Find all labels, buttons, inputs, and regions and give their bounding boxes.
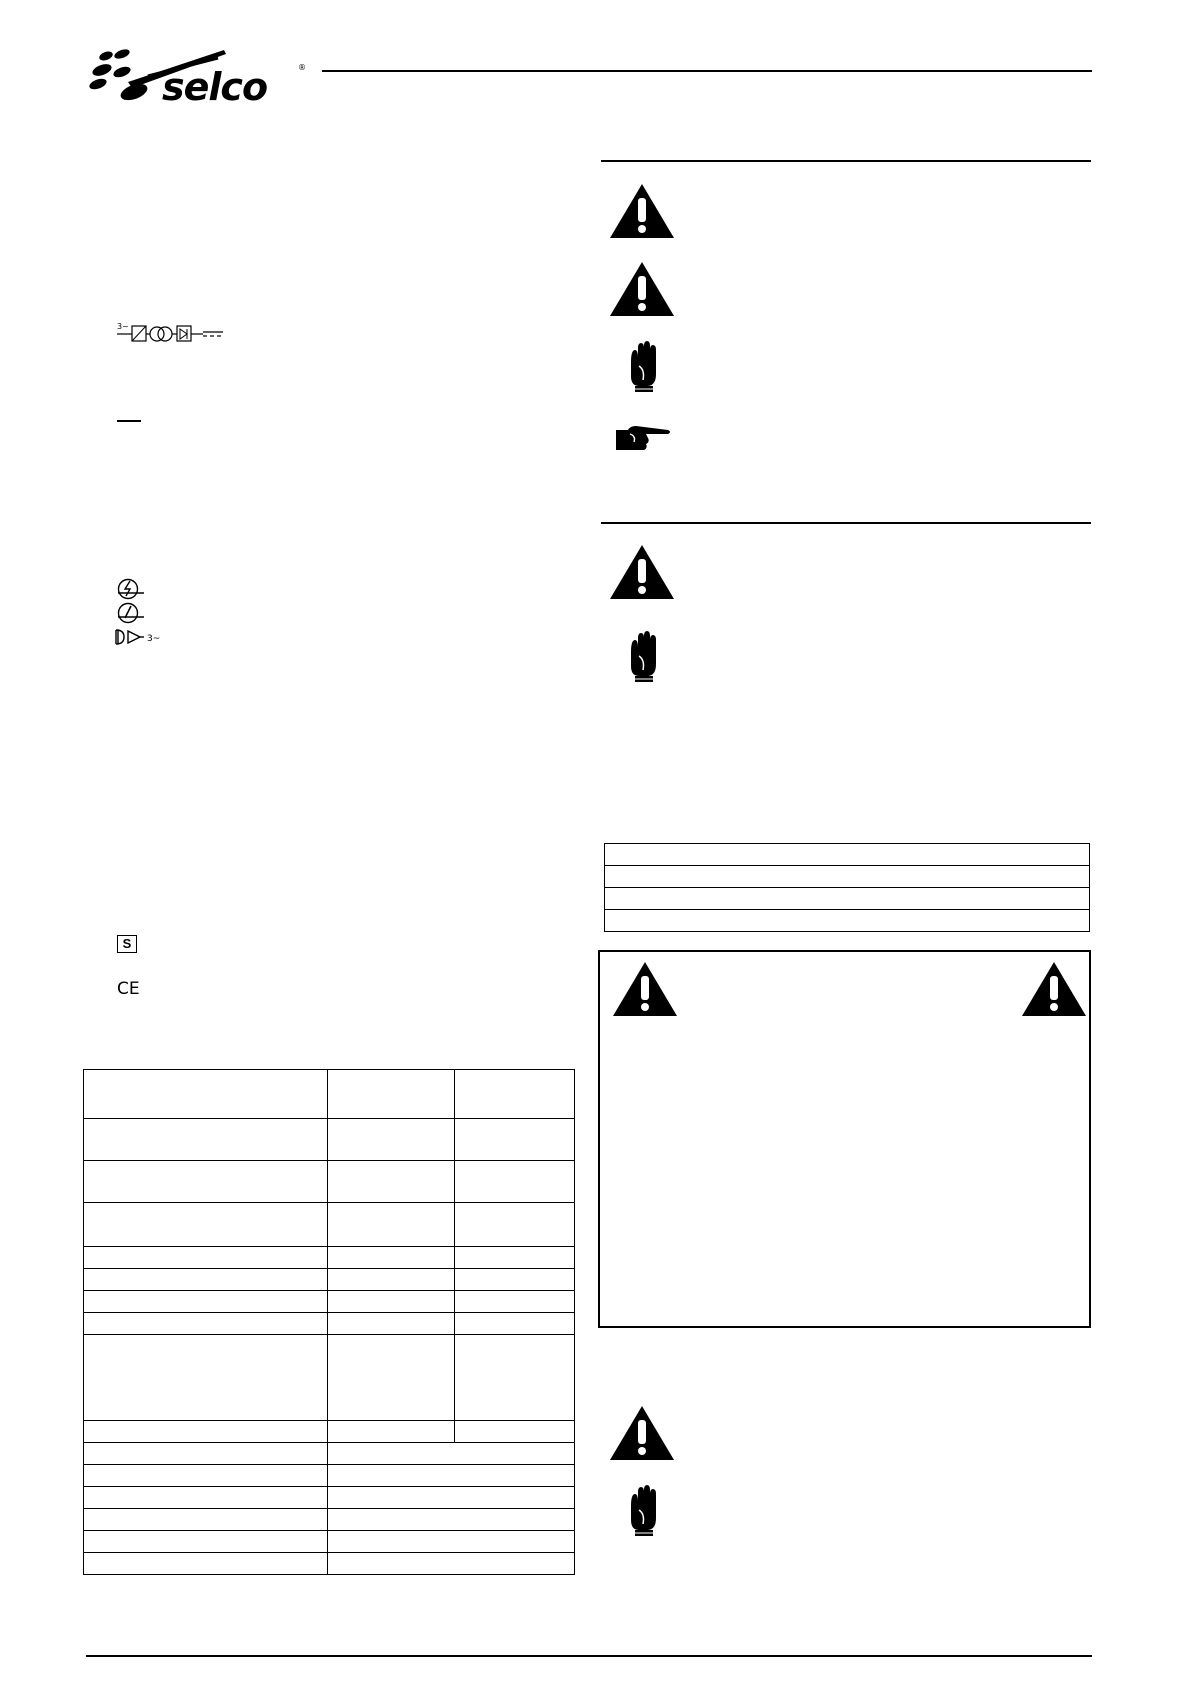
process-mma-icon [114, 578, 146, 600]
info-table [604, 843, 1090, 932]
table-row [84, 1487, 575, 1509]
svg-text:selco: selco [162, 65, 268, 109]
ce-mark: CE [117, 979, 140, 999]
stop-hand-icon [627, 630, 659, 684]
motor-phase-label: 3~ [147, 634, 161, 644]
warning-triangle-icon [608, 260, 676, 318]
table-row [84, 1531, 575, 1553]
warning-triangle-icon [611, 960, 679, 1018]
table-row [84, 1443, 575, 1465]
dc-symbol [117, 420, 141, 422]
svg-text:®: ® [298, 63, 306, 72]
stop-hand-icon [627, 340, 659, 394]
table-row [84, 1465, 575, 1487]
table-row [84, 1269, 575, 1291]
section-rule [601, 522, 1091, 524]
section-rule [601, 160, 1091, 162]
table-row [605, 910, 1090, 932]
table-row [84, 1070, 575, 1119]
standard-s-symbol: S [117, 935, 137, 953]
table-row [605, 888, 1090, 910]
table-row [84, 1119, 575, 1161]
table-row [84, 1335, 575, 1421]
header-rule [322, 70, 1092, 72]
warning-box [598, 950, 1091, 1328]
table-row [605, 866, 1090, 888]
table-row [84, 1247, 575, 1269]
warning-triangle-icon [608, 543, 676, 601]
table-row [84, 1161, 575, 1203]
pointing-hand-icon [614, 424, 672, 454]
supply-phase-label: 3~ [117, 322, 129, 331]
table-row [84, 1509, 575, 1531]
selco-logo-icon [88, 44, 318, 114]
table-row [84, 1203, 575, 1247]
table-row [84, 1421, 575, 1443]
warning-triangle-icon [608, 182, 676, 240]
footer-rule [86, 1655, 1092, 1657]
three-phase-motor-icon [114, 628, 174, 646]
table-row [84, 1313, 575, 1335]
table-row [605, 844, 1090, 866]
process-tig-icon [114, 602, 146, 624]
spec-table [83, 1069, 575, 1575]
table-row [84, 1553, 575, 1575]
inverter-block-symbol [117, 320, 225, 348]
stop-hand-icon [627, 1484, 659, 1538]
warning-triangle-icon [1020, 960, 1088, 1018]
selco-logo [88, 44, 318, 114]
table-row [84, 1291, 575, 1313]
warning-triangle-icon [608, 1404, 676, 1462]
